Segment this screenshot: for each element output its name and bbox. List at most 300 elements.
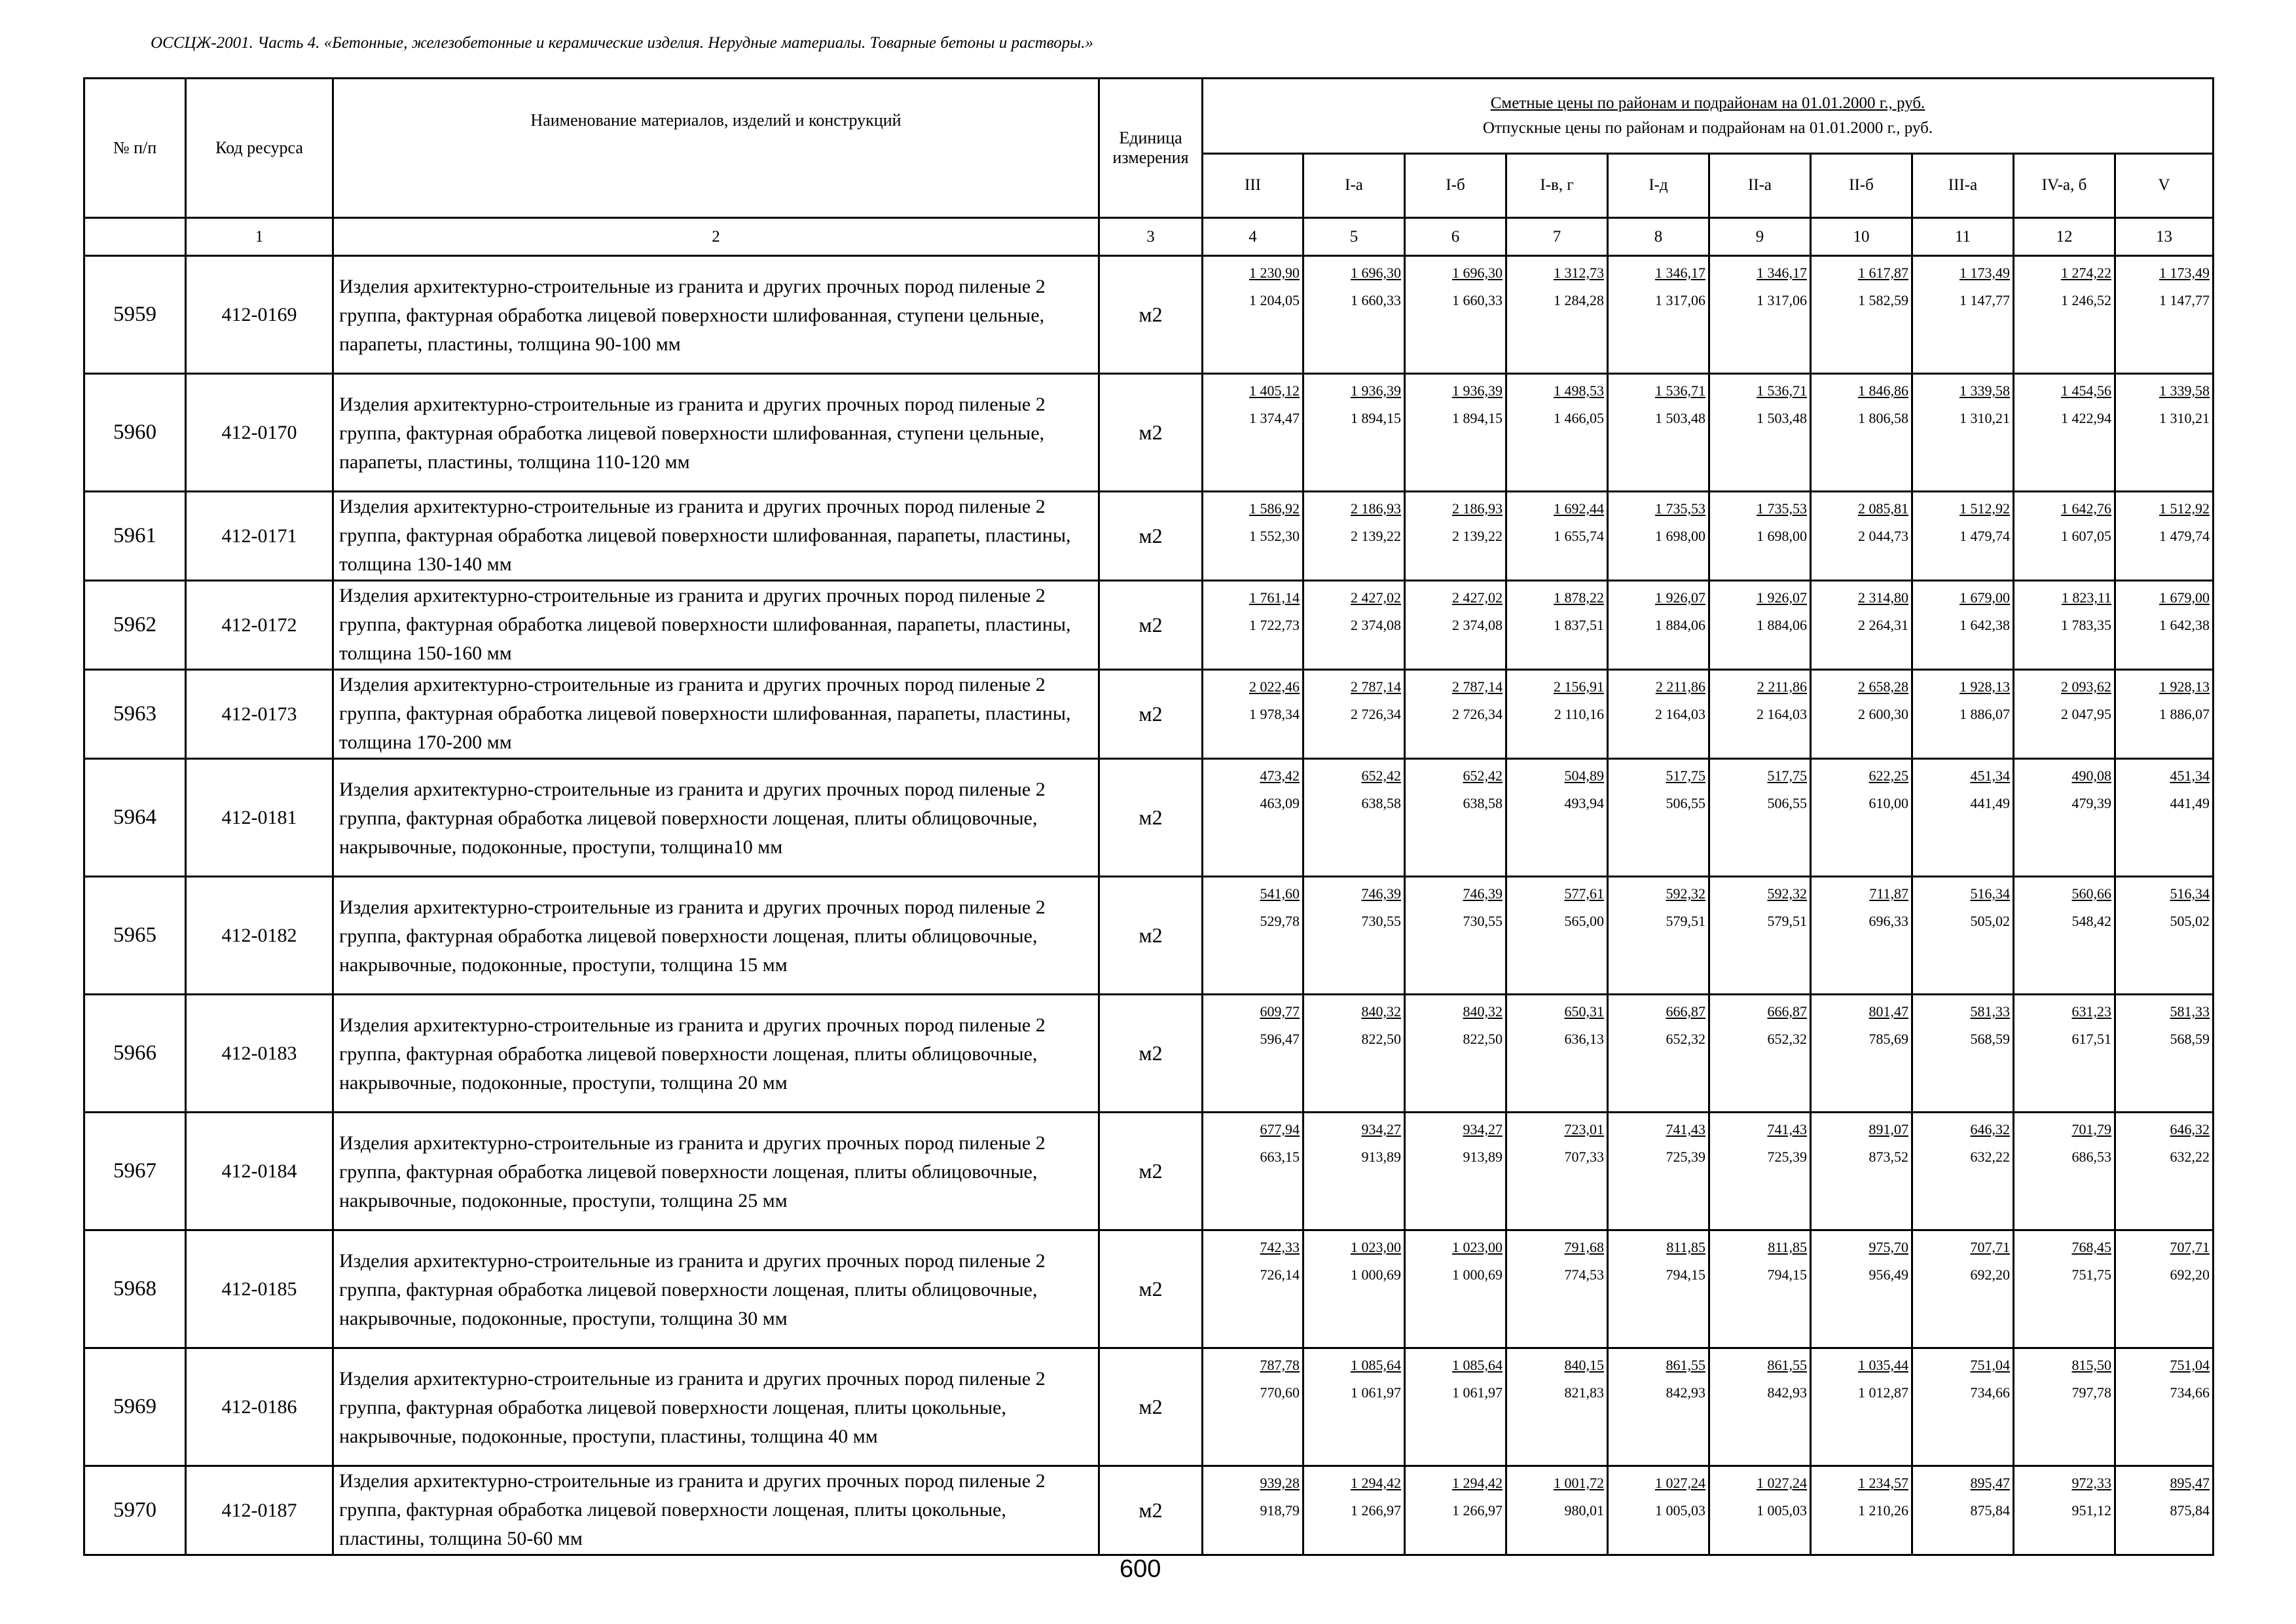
release-price: 565,00 [1564,913,1604,929]
row-number: 5962 [84,581,186,670]
measure-unit: м2 [1099,1230,1203,1348]
price-header-estimate: Сметные цены по районам и подрайонам на 01.01.2000 г., руб. [1490,94,1925,112]
estimate-price: 1 173,49 [1959,265,2010,281]
release-price: 797,78 [2071,1384,2111,1401]
price-cell [1506,1348,1608,1466]
estimate-price: 742,33 [1260,1239,1300,1255]
estimate-price: 2 787,14 [1351,678,1401,695]
table-row [84,759,2214,877]
column-number: 7 [1506,218,1608,256]
price-cell [1405,1113,1506,1230]
release-price: 822,50 [1463,1031,1503,1047]
estimate-price: 1 536,71 [1757,382,1807,399]
price-cell [1203,670,1303,759]
estimate-price: 2 186,93 [1351,500,1401,517]
release-price: 1 642,38 [2159,617,2210,633]
release-price: 2 726,34 [1351,706,1401,722]
price-cell [1506,1466,1608,1555]
estimate-price: 677,94 [1260,1121,1300,1137]
release-price: 1 722,73 [1249,617,1300,633]
price-cell [1303,670,1405,759]
estimate-price: 2 085,81 [1858,500,1908,517]
measure-unit: м2 [1099,877,1203,995]
price-cell [1811,374,1912,492]
resource-code: 412-0187 [186,1466,333,1555]
column-number: 1 [186,218,333,256]
estimate-price: 1 617,87 [1858,265,1908,281]
release-price: 1 147,77 [1959,292,2010,308]
resource-code: 412-0182 [186,877,333,995]
release-price: 1 886,07 [2159,706,2210,722]
release-price: 479,39 [2071,795,2111,811]
row-number: 5963 [84,670,186,759]
release-price: 1 894,15 [1452,410,1503,426]
estimate-price: 2 156,91 [1554,678,1604,695]
resource-code: 412-0170 [186,374,333,492]
release-price: 821,83 [1564,1384,1604,1401]
estimate-price: 768,45 [2071,1239,2111,1255]
release-price: 1 552,30 [1249,528,1300,544]
estimate-price: 1 346,17 [1655,265,1705,281]
price-table [83,77,2214,1556]
estimate-price: 895,47 [2170,1475,2210,1491]
price-cell [1405,1348,1506,1466]
price-cell [1203,1230,1303,1348]
release-price: 980,01 [1564,1502,1604,1519]
estimate-price: 2 427,02 [1351,589,1401,606]
col-header-num: № п/п [84,79,186,218]
price-cell [1203,256,1303,374]
document-header: ОССЦЖ-2001. Часть 4. «Бетонные, железобетонные и керамические изделия. Нерудные материалы. Товарные бетоны и растворы.» [151,34,1093,52]
estimate-price: 787,78 [1260,1357,1300,1373]
estimate-price: 592,32 [1666,885,1705,902]
release-price: 506,55 [1767,795,1807,811]
resource-code: 412-0172 [186,581,333,670]
release-price: 918,79 [1260,1502,1300,1519]
estimate-price: 741,43 [1767,1121,1807,1137]
estimate-price: 840,15 [1564,1357,1604,1373]
estimate-price: 811,85 [1768,1239,1807,1255]
price-cell [1506,1230,1608,1348]
price-cell [1203,995,1303,1113]
price-cell [2115,759,2214,877]
price-cell [1811,256,1912,374]
price-cell [2014,374,2115,492]
material-name: Изделия архитектурно-строительные из гранита и других прочных пород пиленые 2 группа, фактурная обработка лицевой поверхности шлифованная, парапеты, пластины, толщина 150-160 мм [333,581,1099,670]
price-cell [1203,581,1303,670]
price-cell [1405,670,1506,759]
price-cell [1405,1466,1506,1555]
estimate-price: 1 085,64 [1351,1357,1401,1373]
estimate-price: 1 735,53 [1655,500,1705,517]
material-name: Изделия архитектурно-строительные из гранита и других прочных пород пиленые 2 группа, фактурная обработка лицевой поверхности лощеная, плиты облицовочные, накрывочные, подоконные, проступи, толщина 15 мм [333,877,1099,995]
release-price: 1 061,97 [1452,1384,1503,1401]
release-price: 770,60 [1260,1384,1300,1401]
release-price: 751,75 [2071,1266,2111,1283]
estimate-price: 1 936,39 [1452,382,1503,399]
estimate-price: 581,33 [1970,1003,2010,1020]
estimate-price: 650,31 [1564,1003,1604,1020]
price-cell [1709,670,1811,759]
release-price: 632,22 [1970,1149,2010,1165]
region-header: I-в, г [1506,153,1608,217]
estimate-price: 1 346,17 [1757,265,1807,281]
release-price: 441,49 [1970,795,2010,811]
estimate-price: 1 926,07 [1655,589,1705,606]
price-cell [1506,374,1608,492]
price-cell [2014,1466,2115,1555]
row-number: 5966 [84,995,186,1113]
estimate-price: 1 498,53 [1554,382,1604,399]
estimate-price: 1 023,00 [1351,1239,1401,1255]
estimate-price: 751,04 [2170,1357,2210,1373]
estimate-price: 490,08 [2071,767,2111,784]
price-cell [2115,581,2214,670]
col-header-unit: Единица измерения [1099,79,1203,218]
release-price: 1 698,00 [1757,528,1807,544]
estimate-price: 1 027,24 [1757,1475,1807,1491]
price-cell [1203,374,1303,492]
price-cell [1303,995,1405,1113]
price-cell [1709,1348,1811,1466]
price-cell [2014,581,2115,670]
release-price: 1 607,05 [2061,528,2111,544]
estimate-price: 2 427,02 [1452,589,1503,606]
estimate-price: 1 035,44 [1858,1357,1908,1373]
release-price: 1 147,77 [2159,292,2210,308]
resource-code: 412-0171 [186,492,333,581]
release-price: 2 726,34 [1452,706,1503,722]
estimate-price: 1 761,14 [1249,589,1300,606]
price-cell [1405,995,1506,1113]
release-price: 726,14 [1260,1266,1300,1283]
row-number: 5960 [84,374,186,492]
estimate-price: 1 512,92 [1959,500,2010,517]
release-price: 2 374,08 [1452,617,1503,633]
estimate-price: 1 405,12 [1249,382,1300,399]
material-name: Изделия архитектурно-строительные из гранита и других прочных пород пиленые 2 группа, фактурная обработка лицевой поверхности шлифованная, ступени цельные, парапеты, пластины, толщина 110-120 мм [333,374,1099,492]
estimate-price: 631,23 [2071,1003,2111,1020]
estimate-price: 707,71 [2170,1239,2210,1255]
column-number: 2 [333,218,1099,256]
estimate-price: 1 735,53 [1757,500,1807,517]
release-price: 1 284,28 [1554,292,1604,308]
release-price: 686,53 [2071,1149,2111,1165]
table-row [84,877,2214,995]
release-price: 913,89 [1361,1149,1401,1165]
col-header-prices [1203,79,2214,154]
table-row [84,670,2214,759]
estimate-price: 840,32 [1361,1003,1401,1020]
release-price: 636,13 [1564,1031,1604,1047]
release-price: 617,51 [2071,1031,2111,1047]
table-row [84,581,2214,670]
release-price: 1 783,35 [2061,617,2111,633]
estimate-price: 2 314,80 [1858,589,1908,606]
price-cell [1203,877,1303,995]
column-number: 6 [1405,218,1506,256]
price-cell [2115,1348,2214,1466]
price-cell [1709,492,1811,581]
price-cell [1608,877,1709,995]
estimate-price: 701,79 [2071,1121,2111,1137]
measure-unit: м2 [1099,492,1203,581]
release-price: 875,84 [2170,1502,2210,1519]
release-price: 1 466,05 [1554,410,1604,426]
estimate-price: 517,75 [1666,767,1705,784]
estimate-price: 646,32 [1970,1121,2010,1137]
price-cell [1303,1113,1405,1230]
release-price: 1 503,48 [1757,410,1807,426]
estimate-price: 711,87 [1869,885,1908,902]
release-price: 913,89 [1463,1149,1503,1165]
release-price: 1 266,97 [1351,1502,1401,1519]
price-cell [1608,759,1709,877]
price-cell [1811,1230,1912,1348]
estimate-price: 1 085,64 [1452,1357,1503,1373]
release-price: 1 317,06 [1757,292,1807,308]
release-price: 579,51 [1666,913,1705,929]
price-cell [1709,1113,1811,1230]
price-cell [1608,1466,1709,1555]
page-number: 600 [1120,1555,1161,1583]
estimate-price: 1 339,58 [1959,382,2010,399]
table-row [84,256,2214,374]
price-cell [2014,492,2115,581]
estimate-price: 1 027,24 [1655,1475,1705,1491]
price-cell [1203,1466,1303,1555]
price-cell [1912,492,2014,581]
price-cell [1912,1348,2014,1466]
release-price: 2 139,22 [1452,528,1503,544]
release-price: 652,32 [1666,1031,1705,1047]
estimate-price: 473,42 [1260,767,1300,784]
price-cell [1709,581,1811,670]
measure-unit: м2 [1099,374,1203,492]
measure-unit: м2 [1099,256,1203,374]
price-cell [1405,759,1506,877]
estimate-price: 516,34 [1970,885,2010,902]
release-price: 1 503,48 [1655,410,1705,426]
price-cell [1303,492,1405,581]
release-price: 730,55 [1361,913,1401,929]
material-name: Изделия архитектурно-строительные из гранита и других прочных пород пиленые 2 группа, фактурная обработка лицевой поверхности лощеная, плиты облицовочные, накрывочные, подоконные, проступи, толщина 25 мм [333,1113,1099,1230]
release-price: 692,20 [2170,1266,2210,1283]
column-number: 9 [1709,218,1811,256]
region-header: I-б [1405,153,1506,217]
material-name: Изделия архитектурно-строительные из гранита и других прочных пород пиленые 2 группа, фактурная обработка лицевой поверхности шлифованная, парапеты, пластины, толщина 130-140 мм [333,492,1099,581]
release-price: 774,53 [1564,1266,1604,1283]
estimate-price: 2 022,46 [1249,678,1300,695]
price-cell [1709,759,1811,877]
release-price: 1 582,59 [1858,292,1908,308]
measure-unit: м2 [1099,1466,1203,1555]
price-cell [1203,1348,1303,1466]
measure-unit: м2 [1099,759,1203,877]
estimate-price: 934,27 [1463,1121,1503,1137]
price-cell [2014,995,2115,1113]
estimate-price: 811,85 [1666,1239,1705,1255]
release-price: 1 000,69 [1452,1266,1503,1283]
estimate-price: 895,47 [1970,1475,2010,1491]
release-price: 1 660,33 [1452,292,1503,308]
estimate-price: 1 023,00 [1452,1239,1503,1255]
release-price: 1 374,47 [1249,410,1300,426]
release-price: 610,00 [1868,795,1908,811]
release-price: 568,59 [1970,1031,2010,1047]
price-cell [2115,1113,2214,1230]
estimate-price: 2 787,14 [1452,678,1503,695]
estimate-price: 861,55 [1767,1357,1807,1373]
price-cell [2014,670,2115,759]
release-price: 1 005,03 [1655,1502,1705,1519]
estimate-price: 801,47 [1868,1003,1908,1020]
material-name: Изделия архитектурно-строительные из гранита и других прочных пород пиленые 2 группа, фактурная обработка лицевой поверхности лощеная, плиты облицовочные, накрывочные, подоконные, проступи, толщина10 мм [333,759,1099,877]
release-price: 1 479,74 [2159,528,2210,544]
column-number: 11 [1912,218,2014,256]
estimate-price: 1 536,71 [1655,382,1705,399]
estimate-price: 1 339,58 [2159,382,2210,399]
column-number: 13 [2115,218,2214,256]
region-header: III [1203,153,1303,217]
measure-unit: м2 [1099,1348,1203,1466]
table-header-row [84,79,2214,154]
price-cell [1203,492,1303,581]
price-cell [1303,759,1405,877]
price-cell [1506,759,1608,877]
release-price: 1 886,07 [1959,706,2010,722]
price-cell [2115,670,2214,759]
measure-unit: м2 [1099,1113,1203,1230]
price-cell [1912,1230,2014,1348]
region-header: II-а [1709,153,1811,217]
measure-unit: м2 [1099,995,1203,1113]
column-number-blank [84,218,186,256]
price-cell [1811,1113,1912,1230]
estimate-price: 1 823,11 [2061,589,2111,606]
estimate-price: 1 692,44 [1554,500,1604,517]
price-cell [1912,1466,2014,1555]
column-number-row [84,218,2214,256]
release-price: 1 479,74 [1959,528,2010,544]
release-price: 1 806,58 [1858,410,1908,426]
release-price: 441,49 [2170,795,2210,811]
price-cell [1405,581,1506,670]
estimate-price: 541,60 [1260,885,1300,902]
price-cell [1912,256,2014,374]
release-price: 2 600,30 [1858,706,1908,722]
estimate-price: 1 928,13 [1959,678,2010,695]
estimate-price: 746,39 [1361,885,1401,902]
region-header: III-а [1912,153,2014,217]
region-header: I-а [1303,153,1405,217]
price-cell [1709,374,1811,492]
region-header: IV-а, б [2014,153,2115,217]
price-cell [1608,670,1709,759]
price-cell [1912,995,2014,1113]
price-cell [1912,759,2014,877]
resource-code: 412-0181 [186,759,333,877]
material-name: Изделия архитектурно-строительные из гранита и других прочных пород пиленые 2 группа, фактурная обработка лицевой поверхности лощеная, плиты облицовочные, накрывочные, подоконные, проступи, толщина 30 мм [333,1230,1099,1348]
estimate-price: 939,28 [1260,1475,1300,1491]
material-name: Изделия архитектурно-строительные из гранита и других прочных пород пиленые 2 группа, фактурная обработка лицевой поверхности лощеная, плиты облицовочные, накрывочные, подоконные, проступи, толщина 20 мм [333,995,1099,1113]
estimate-price: 1 173,49 [2159,265,2210,281]
material-name: Изделия архитектурно-строительные из гранита и других прочных пород пиленые 2 группа, фактурная обработка лицевой поверхности шлифованная, ступени цельные, парапеты, пластины, толщина 90-100 мм [333,256,1099,374]
estimate-price: 577,61 [1564,885,1604,902]
column-number: 5 [1303,218,1405,256]
price-cell [2115,877,2214,995]
price-cell [1506,1113,1608,1230]
estimate-price: 1 878,22 [1554,589,1604,606]
estimate-price: 2 211,86 [1757,678,1807,695]
estimate-price: 516,34 [2170,885,2210,902]
price-cell [1506,995,1608,1113]
row-number: 5959 [84,256,186,374]
release-price: 2 164,03 [1757,706,1807,722]
estimate-price: 666,87 [1666,1003,1705,1020]
release-price: 873,52 [1868,1149,1908,1165]
estimate-price: 2 186,93 [1452,500,1503,517]
release-price: 493,94 [1564,795,1604,811]
release-price: 529,78 [1260,913,1300,929]
price-cell [2115,256,2214,374]
price-cell [1203,759,1303,877]
estimate-price: 861,55 [1666,1357,1705,1373]
estimate-price: 2 093,62 [2061,678,2111,695]
table-row [84,1466,2214,1555]
price-cell [1811,670,1912,759]
col-header-name: Наименование материалов, изделий и конструкций [333,79,1099,218]
release-price: 1 894,15 [1351,410,1401,426]
price-cell [1811,1348,1912,1466]
release-price: 1 978,34 [1249,706,1300,722]
estimate-price: 791,68 [1564,1239,1604,1255]
release-price: 568,59 [2170,1031,2210,1047]
price-cell [1608,374,1709,492]
price-cell [1203,1113,1303,1230]
estimate-price: 609,77 [1260,1003,1300,1020]
table-row [84,374,2214,492]
price-cell [1303,374,1405,492]
price-cell [1608,1348,1709,1466]
estimate-price: 1 454,56 [2061,382,2111,399]
estimate-price: 581,33 [2170,1003,2210,1020]
price-cell [1303,1466,1405,1555]
estimate-price: 1 679,00 [1959,589,2010,606]
measure-unit: м2 [1099,581,1203,670]
price-cell [1405,256,1506,374]
table-row [84,1230,2214,1348]
price-cell [1506,877,1608,995]
price-cell [1912,877,2014,995]
estimate-price: 622,25 [1868,767,1908,784]
price-cell [1912,1113,2014,1230]
row-number: 5961 [84,492,186,581]
release-price: 1 210,26 [1858,1502,1908,1519]
row-number: 5965 [84,877,186,995]
column-number: 3 [1099,218,1203,256]
estimate-price: 1 936,39 [1351,382,1401,399]
release-price: 794,15 [1666,1266,1705,1283]
estimate-price: 1 696,30 [1351,265,1401,281]
price-cell [1608,1230,1709,1348]
resource-code: 412-0185 [186,1230,333,1348]
price-cell [1303,1348,1405,1466]
price-cell [1405,1230,1506,1348]
price-cell [1709,256,1811,374]
estimate-price: 451,34 [2170,767,2210,784]
region-header: II-б [1811,153,1912,217]
